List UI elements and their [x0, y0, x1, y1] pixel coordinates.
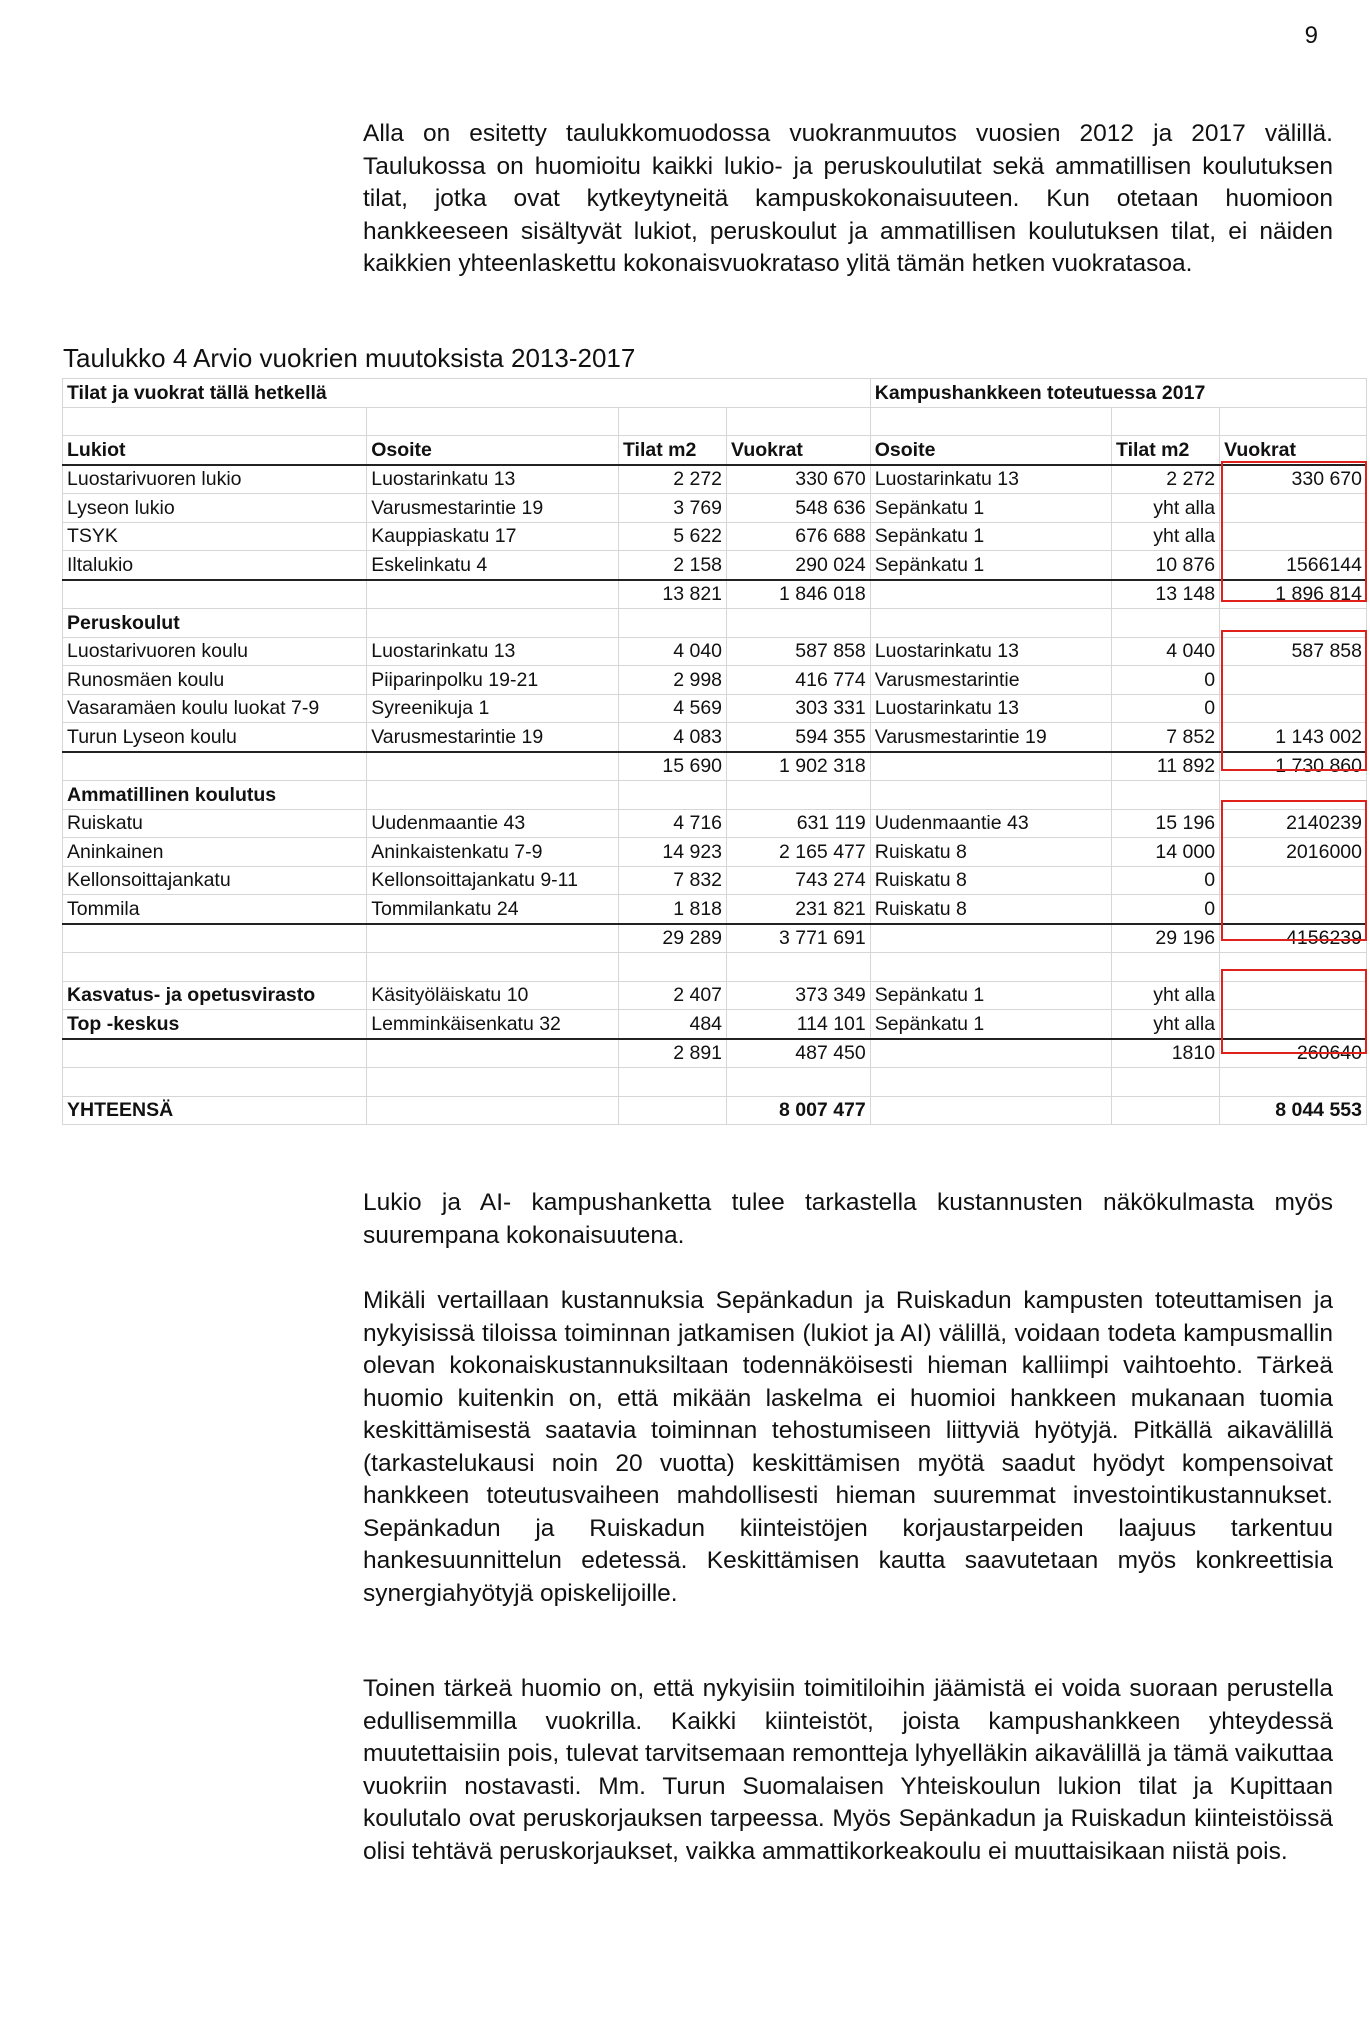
table-cell: [63, 1068, 367, 1097]
table-cell: Aninkaistenkatu 7-9: [367, 838, 619, 867]
table-cell: 1 902 318: [727, 752, 871, 781]
table-cell: [367, 609, 619, 638]
table-cell: TSYK: [63, 522, 367, 551]
table-row: [63, 895, 1367, 924]
table-cell: [618, 1068, 726, 1097]
table-caption: Taulukko 4 Arvio vuokrien muutoksista 2013-2017: [63, 343, 636, 373]
page-number: 9: [1304, 22, 1318, 49]
table-cell: 4 040: [1112, 637, 1220, 666]
table-cell: [870, 781, 1111, 810]
column-header: Tilat m2: [1112, 436, 1220, 465]
table-cell: [870, 1039, 1111, 1068]
table-spacer-row: [63, 407, 1367, 436]
table-cell: Varusmestarintie 19: [367, 494, 619, 523]
table-cell: 303 331: [727, 694, 871, 723]
table-cell: 290 024: [727, 551, 871, 580]
table-cell: [1112, 953, 1220, 982]
table-cell: 4 716: [618, 809, 726, 838]
table-cell: Syreenikuja 1: [367, 694, 619, 723]
table-cell: 0: [1112, 666, 1220, 695]
table-cell: 1 896 814: [1220, 580, 1367, 609]
intro-paragraph: Alla on esitetty taulukkomuodossa vuokranmuutos vuosien 2012 ja 2017 välillä. Taulukossa on huomioitu kaikki lukio- ja peruskoulutilat sekä ammatillisen koulutuksen tilat, jotka ovat kytkeytyneitä kampuskokonaisuuteen. Kun otetaan huomioon hankkeeseen sisältyvät lukiot, peruskoulut ja ammatillisen koulutuksen tilat, ei näiden kaikkien yhteenlaskettu kokonaisvuokrataso ylitä tämän hetken vuokratasoa.: [363, 120, 1333, 277]
table-row: [63, 781, 1367, 810]
paragraph-3: Mikäli vertaillaan kustannuksia Sepänkadun ja Ruiskadun kampusten toteuttamisen ja nykyisissä tiloissa toiminnan jatkamisen (lukiot ja AI) välillä, voidaan todeta kampusmallin olevan kokonaiskustannuksiltaan todennäköisesti hieman kalliimpi vaihtoehto. Tärkeä huomio kuitenkin on, että mikään laskelma ei huomioi hankkeen mukanaan tuomia keskittämisestä saatavia toiminnan tehostumiseen liittyviä hyötyjä. Pitkällä aikavälillä (tarkastelukausi noin 20 vuotta) keskittämisen myötä saadut hyödyt kompensoivat hankkeen toteutusvaiheen mahdollisesti hieman suuremmat investointikustannukset. Sepänkadun ja Ruiskadun kiinteistöjen korjaustarpeiden laajuus tarkentuu hankesuunnittelun edetessä. Keskittämisen kautta saavutetaan myös konkreettisia synergiahyötyjä opiskelijoille.: [363, 1287, 1333, 1607]
table-cell: 14 000: [1112, 838, 1220, 867]
table-cell: 4 569: [618, 694, 726, 723]
table-cell: 7 852: [1112, 723, 1220, 752]
table-row: [63, 637, 1367, 666]
table-cell: [618, 781, 726, 810]
table-cell: 1 818: [618, 895, 726, 924]
table-cell: [63, 953, 367, 982]
paragraph-4: Toinen tärkeä huomio on, että nykyisiin toimitiloihin jäämistä ei voida suoraan perustella edullisemmilla vuokrilla. Kaikki kiinteistöt, joista kampushankkeen yhteydessä muutettaisiin pois, tulevat tarvitsemaan remontteja lyhyelläkin aikavälillä ja tämä vaikuttaa vuokriin nostavasti. Mm. Turun Suomalaisen Yhteiskoulun lukion tilat ja Kupittaan koulutalo ovat peruskorjauksen tarpeessa. Myös Sepänkadun ja Ruiskadun kiinteistöissä olisi tehtävä peruskorjaukset, vaikka ammattikorkeakoulu ei muuttaisikaan niistä pois.: [363, 1675, 1333, 1865]
table-cell: [727, 609, 871, 638]
table-cell: Sepänkatu 1: [870, 981, 1111, 1010]
table-cell: 10 876: [1112, 551, 1220, 580]
table-cell: Varusmestarintie: [870, 666, 1111, 695]
table-cell: 330 670: [727, 465, 871, 494]
table-column-header-row: [63, 436, 1367, 465]
table-cell: Vasaramäen koulu luokat 7-9: [63, 694, 367, 723]
table-cell: yht alla: [1112, 981, 1220, 1010]
table-cell: 1 730 860: [1220, 752, 1367, 781]
table-cell: 594 355: [727, 723, 871, 752]
column-header: Osoite: [870, 436, 1111, 465]
table-cell: 587 858: [1220, 637, 1367, 666]
table-cell: 4156239: [1220, 924, 1367, 953]
table-cell: Kellonsoittajankatu: [63, 866, 367, 895]
table-cell: 416 774: [727, 666, 871, 695]
table-cell: Iltalukio: [63, 551, 367, 580]
table-cell: 2016000: [1220, 838, 1367, 867]
table-cell: 13 821: [618, 580, 726, 609]
table-cell: Sepänkatu 1: [870, 494, 1111, 523]
table-row: [63, 465, 1367, 494]
table-row: [63, 666, 1367, 695]
table-cell: Ruiskatu 8: [870, 866, 1111, 895]
table-cell: 2140239: [1220, 809, 1367, 838]
table-cell: [870, 1068, 1111, 1097]
table-cell: [367, 580, 619, 609]
table-cell: [63, 752, 367, 781]
table-cell: [367, 1068, 619, 1097]
table-cell: Uudenmaantie 43: [870, 809, 1111, 838]
table-cell: Eskelinkatu 4: [367, 551, 619, 580]
table-cell: Ammatillinen koulutus: [63, 781, 367, 810]
table-cell: Lemminkäisenkatu 32: [367, 1010, 619, 1039]
table-cell: 743 274: [727, 866, 871, 895]
table-row: [63, 752, 1367, 781]
table-cell: [870, 924, 1111, 953]
table-cell: YHTEENSÄ: [63, 1096, 367, 1125]
table-cell: [727, 953, 871, 982]
paragraph-2: Lukio ja AI- kampushanketta tulee tarkastella kustannusten näkökulmasta myös suurempana kokonaisuutena.: [363, 1189, 1333, 1249]
table-row: [63, 924, 1367, 953]
table-cell: 0: [1112, 866, 1220, 895]
table-cell: Uudenmaantie 43: [367, 809, 619, 838]
table-cell: 1566144: [1220, 551, 1367, 580]
table-cell: Kauppiaskatu 17: [367, 522, 619, 551]
table-row: [63, 522, 1367, 551]
table-row: [63, 981, 1367, 1010]
table-cell: Sepänkatu 1: [870, 1010, 1111, 1039]
table-cell: [1112, 609, 1220, 638]
column-header: Tilat m2: [618, 436, 726, 465]
table-cell: yht alla: [1112, 494, 1220, 523]
table-row: [63, 1068, 1367, 1097]
table-cell: Varusmestarintie 19: [367, 723, 619, 752]
table-row: [63, 838, 1367, 867]
column-header: Vuokrat: [1220, 436, 1367, 465]
table-row: [63, 866, 1367, 895]
table-cell: 13 148: [1112, 580, 1220, 609]
highlight-box-lukiot: [1221, 461, 1367, 602]
table-cell: Ruiskatu: [63, 809, 367, 838]
table-cell: 548 636: [727, 494, 871, 523]
table-cell: Luostarinkatu 13: [870, 465, 1111, 494]
table-cell: Luostarinkatu 13: [367, 465, 619, 494]
table-cell: 2 998: [618, 666, 726, 695]
table-cell: 3 769: [618, 494, 726, 523]
table-cell: Runosmäen koulu: [63, 666, 367, 695]
table-cell: 631 119: [727, 809, 871, 838]
column-header: Vuokrat: [727, 436, 871, 465]
table-cell: [870, 953, 1111, 982]
table-cell: 2 158: [618, 551, 726, 580]
rent-table: [62, 378, 1367, 1125]
table-cell: Käsityöläiskatu 10: [367, 981, 619, 1010]
table-cell: 484: [618, 1010, 726, 1039]
table-cell: 4 040: [618, 637, 726, 666]
table-cell: [870, 609, 1111, 638]
table-row: [63, 953, 1367, 982]
table-cell: 11 892: [1112, 752, 1220, 781]
table-cell: [727, 781, 871, 810]
table-cell: 587 858: [727, 637, 871, 666]
table-cell: 7 832: [618, 866, 726, 895]
table-cell: [63, 580, 367, 609]
table-row: [63, 1039, 1367, 1068]
highlight-box-virasto: [1221, 969, 1367, 1054]
table-cell: 5 622: [618, 522, 726, 551]
table-row: [63, 609, 1367, 638]
table-row: [63, 809, 1367, 838]
table-cell: 2 891: [618, 1039, 726, 1068]
table-cell: 676 688: [727, 522, 871, 551]
table-row: [63, 580, 1367, 609]
table-cell: [618, 953, 726, 982]
table-cell: Luostarinkatu 13: [367, 637, 619, 666]
table-cell: [1112, 1068, 1220, 1097]
table-cell: Luostarivuoren lukio: [63, 465, 367, 494]
table-cell: 260640: [1220, 1039, 1367, 1068]
table-cell: Kasvatus- ja opetusvirasto: [63, 981, 367, 1010]
table-cell: 231 821: [727, 895, 871, 924]
table-cell: Tommila: [63, 895, 367, 924]
table-cell: yht alla: [1112, 1010, 1220, 1039]
table-cell: Sepänkatu 1: [870, 551, 1111, 580]
highlight-box-peruskoulut: [1221, 630, 1367, 771]
table-cell: [870, 1096, 1111, 1125]
table-cell: 373 349: [727, 981, 871, 1010]
table-cell: 4 083: [618, 723, 726, 752]
table-cell: 2 407: [618, 981, 726, 1010]
table-cell: [367, 924, 619, 953]
table-cell: 1 143 002: [1220, 723, 1367, 752]
table-cell: [870, 580, 1111, 609]
table-cell: Kellonsoittajankatu 9-11: [367, 866, 619, 895]
table-cell: 29 289: [618, 924, 726, 953]
table-cell: 330 670: [1220, 465, 1367, 494]
column-header: Lukiot: [63, 436, 367, 465]
table-cell: 15 196: [1112, 809, 1220, 838]
table-row: [63, 1010, 1367, 1039]
table-cell: Peruskoulut: [63, 609, 367, 638]
table-cell: 2 272: [618, 465, 726, 494]
table-cell: [367, 1096, 619, 1125]
table-cell: Lyseon lukio: [63, 494, 367, 523]
table-cell: yht alla: [1112, 522, 1220, 551]
table-cell: 3 771 691: [727, 924, 871, 953]
table-cell: [367, 752, 619, 781]
table-cell: Tommilankatu 24: [367, 895, 619, 924]
table-cell: 14 923: [618, 838, 726, 867]
table-cell: [618, 609, 726, 638]
table-cell: [618, 1096, 726, 1125]
table-cell: Ruiskatu 8: [870, 895, 1111, 924]
right-section-header: Kampushankkeen toteutuessa 2017: [870, 379, 1366, 408]
table-cell: 1810: [1112, 1039, 1220, 1068]
table-cell: [63, 924, 367, 953]
table-cell: 487 450: [727, 1039, 871, 1068]
table-cell: 8 044 553: [1220, 1096, 1367, 1125]
table-section-header-row: [63, 379, 1367, 408]
table-cell: [63, 1039, 367, 1068]
table-row: [63, 551, 1367, 580]
table-cell: 8 007 477: [727, 1096, 871, 1125]
table-cell: Top -keskus: [63, 1010, 367, 1039]
table-cell: [1220, 1068, 1367, 1097]
table-cell: 114 101: [727, 1010, 871, 1039]
column-header: Osoite: [367, 436, 619, 465]
table-row: [63, 494, 1367, 523]
table-row: [63, 694, 1367, 723]
table-cell: Aninkainen: [63, 838, 367, 867]
table-cell: 1 846 018: [727, 580, 871, 609]
table-cell: [1112, 1096, 1220, 1125]
table-cell: Ruiskatu 8: [870, 838, 1111, 867]
table-cell: Luostarinkatu 13: [870, 694, 1111, 723]
table-row: [63, 723, 1367, 752]
table-cell: Luostarivuoren koulu: [63, 637, 367, 666]
table-cell: 15 690: [618, 752, 726, 781]
left-section-header: Tilat ja vuokrat tällä hetkellä: [63, 379, 871, 408]
table-cell: Luostarinkatu 13: [870, 637, 1111, 666]
table-cell: 2 165 477: [727, 838, 871, 867]
table-cell: 0: [1112, 694, 1220, 723]
table-cell: [367, 781, 619, 810]
table-cell: 29 196: [1112, 924, 1220, 953]
table-cell: Turun Lyseon koulu: [63, 723, 367, 752]
table-cell: 0: [1112, 895, 1220, 924]
table-cell: Varusmestarintie 19: [870, 723, 1111, 752]
table-cell: [367, 1039, 619, 1068]
table-cell: 2 272: [1112, 465, 1220, 494]
table-cell: Sepänkatu 1: [870, 522, 1111, 551]
highlight-box-ammatillinen: [1221, 800, 1367, 941]
table-cell: Piiparinpolku 19-21: [367, 666, 619, 695]
table-cell: [1112, 781, 1220, 810]
table-cell: [727, 1068, 871, 1097]
table-cell: [367, 953, 619, 982]
table-row: [63, 1096, 1367, 1125]
table-cell: [870, 752, 1111, 781]
